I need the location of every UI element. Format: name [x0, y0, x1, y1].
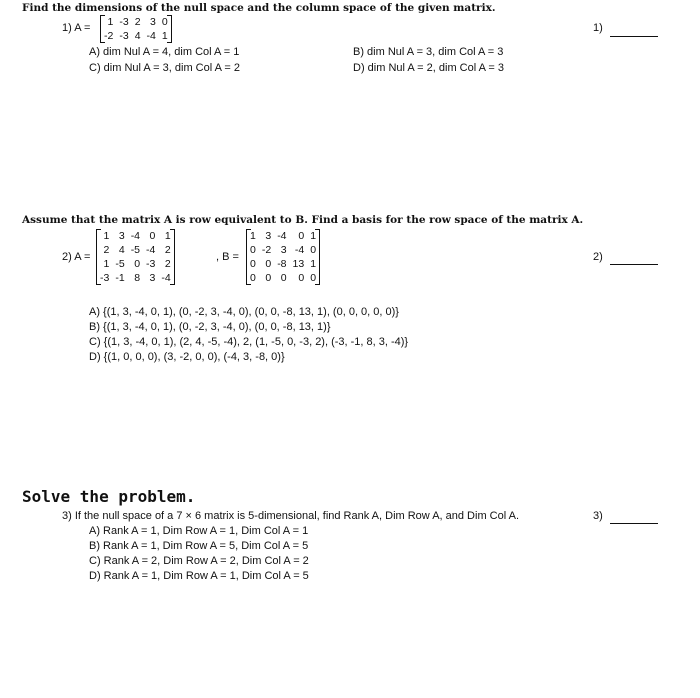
q1-choice-a: A) dim Nul A = 4, dim Col A = 1 [89, 46, 240, 58]
q3-question: 3) If the null space of a 7 × 6 matrix is 5-dimensional, find Rank A, Dim Row A, and Dim Col A. [62, 510, 520, 522]
matrix-cell: 0 [134, 258, 141, 270]
q2-choice-c: C) {(1, 3, -4, 0, 1), (2, 4, -5, -4), 2, (1, -5, 0, -3, 2), (-3, -1, 8, 3, -4)} [89, 336, 409, 348]
q3-choice-d: D) Rank A = 1, Dim Row A = 1, Dim Col A = 5 [89, 570, 309, 582]
matrix-cell: -3 [100, 272, 110, 284]
q1-choice-d: D) dim Nul A = 2, dim Col A = 3 [353, 62, 505, 74]
q2-choice-b: B) {(1, 3, -4, 0, 1), (0, -2, 3, -4, 0), (0, 0, -8, 13, 1)} [89, 321, 331, 333]
section3-heading: Solve the problem. [22, 487, 196, 506]
matrix-cell: 1 [310, 230, 317, 242]
q2-matrix-a [96, 229, 175, 285]
matrix-cell: 0 [161, 16, 168, 28]
matrix-cell: 4 [134, 30, 141, 42]
matrix-cell: 3 [118, 230, 125, 242]
matrix-cell: 3 [149, 272, 156, 284]
matrix-cell: 13 [292, 258, 305, 270]
matrix-cell: -4 [277, 230, 287, 242]
matrix-cell: -3 [119, 30, 129, 42]
matrix-cell: 0 [149, 230, 156, 242]
q1-answer-label: 1) [593, 22, 603, 34]
q1-label: 1) A = [62, 22, 91, 34]
q2-answer-label: 2) [593, 251, 603, 263]
matrix-cell: 3 [280, 244, 287, 256]
matrix-cell: 1 [310, 258, 317, 270]
q3-choice-a: A) Rank A = 1, Dim Row A = 1, Dim Col A = 1 [89, 525, 309, 537]
q1-choice-c: C) dim Nul A = 3, dim Col A = 2 [89, 62, 241, 74]
matrix-cell: 0 [265, 272, 272, 284]
matrix-cell: 1 [164, 230, 171, 242]
matrix-cell: 4 [118, 244, 125, 256]
matrix-row [97, 257, 174, 271]
matrix-cell: 3 [265, 230, 272, 242]
matrix-cell: 1 [161, 30, 168, 42]
matrix-cell: -4 [146, 244, 156, 256]
matrix-cell: -4 [146, 30, 156, 42]
matrix-row [101, 15, 171, 29]
q2-matrix-b [246, 229, 320, 285]
q2-label: 2) A = [62, 251, 91, 263]
q2-b-label: , B = [216, 251, 239, 263]
matrix-cell: -4 [294, 244, 305, 256]
matrix-cell: -2 [104, 30, 114, 42]
matrix-cell: -3 [146, 258, 156, 270]
matrix-cell: 1 [250, 230, 256, 242]
section1-heading: Find the dimensions of the null space and the column space of the given matrix. [22, 2, 496, 14]
matrix-row [97, 271, 174, 285]
matrix-cell: 8 [134, 272, 141, 284]
q2-choice-d: D) {(1, 0, 0, 0), (3, -2, 0, 0), (-4, 3, -8, 0)} [89, 351, 285, 363]
matrix-row [247, 257, 319, 271]
matrix-cell: 2 [103, 244, 110, 256]
matrix-cell: -1 [115, 272, 125, 284]
matrix-cell: 1 [107, 16, 114, 28]
matrix-cell: 1 [103, 258, 110, 270]
matrix-cell: 2 [164, 244, 171, 256]
matrix-cell: -2 [261, 244, 272, 256]
matrix-row [97, 243, 174, 257]
matrix-cell: -8 [277, 258, 287, 270]
matrix-cell: 3 [150, 16, 156, 28]
matrix-cell: 2 [164, 258, 171, 270]
matrix-cell: 0 [310, 244, 317, 256]
matrix-cell: 0 [310, 272, 317, 284]
matrix-cell: 0 [298, 230, 305, 242]
q1-matrix-a [100, 15, 172, 43]
matrix-cell: 0 [250, 258, 256, 270]
matrix-row [97, 229, 174, 243]
q1-answer-blank[interactable] [610, 36, 658, 37]
matrix-cell: -5 [115, 258, 125, 270]
matrix-cell: 0 [265, 258, 272, 270]
q3-answer-label: 3) [593, 510, 603, 522]
matrix-cell: -4 [130, 230, 141, 242]
matrix-row [247, 229, 319, 243]
matrix-cell: -5 [130, 244, 141, 256]
matrix-cell: 0 [250, 272, 256, 284]
matrix-row [247, 243, 319, 257]
q1-choice-b: B) dim Nul A = 3, dim Col A = 3 [353, 46, 504, 58]
q2-choice-a: A) {(1, 3, -4, 0, 1), (0, -2, 3, -4, 0), (0, 0, -8, 13, 1), (0, 0, 0, 0, 0)} [89, 306, 399, 318]
matrix-cell: 0 [280, 272, 287, 284]
q3-choice-b: B) Rank A = 1, Dim Row A = 5, Dim Col A = 5 [89, 540, 309, 552]
matrix-row [247, 271, 319, 285]
q3-choice-c: C) Rank A = 2, Dim Row A = 2, Dim Col A = 2 [89, 555, 309, 567]
q3-answer-blank[interactable] [610, 523, 658, 524]
q2-answer-blank[interactable] [610, 264, 658, 265]
matrix-cell: -4 [161, 272, 171, 284]
section2-heading: Assume that the matrix A is row equivalent to B. Find a basis for the row space of the matrix A. [22, 214, 584, 226]
matrix-row [101, 29, 171, 43]
matrix-cell: 2 [134, 16, 141, 28]
matrix-cell: 0 [298, 272, 305, 284]
matrix-cell: -3 [119, 16, 129, 28]
matrix-cell: 1 [103, 230, 110, 242]
matrix-cell: 0 [250, 244, 256, 256]
